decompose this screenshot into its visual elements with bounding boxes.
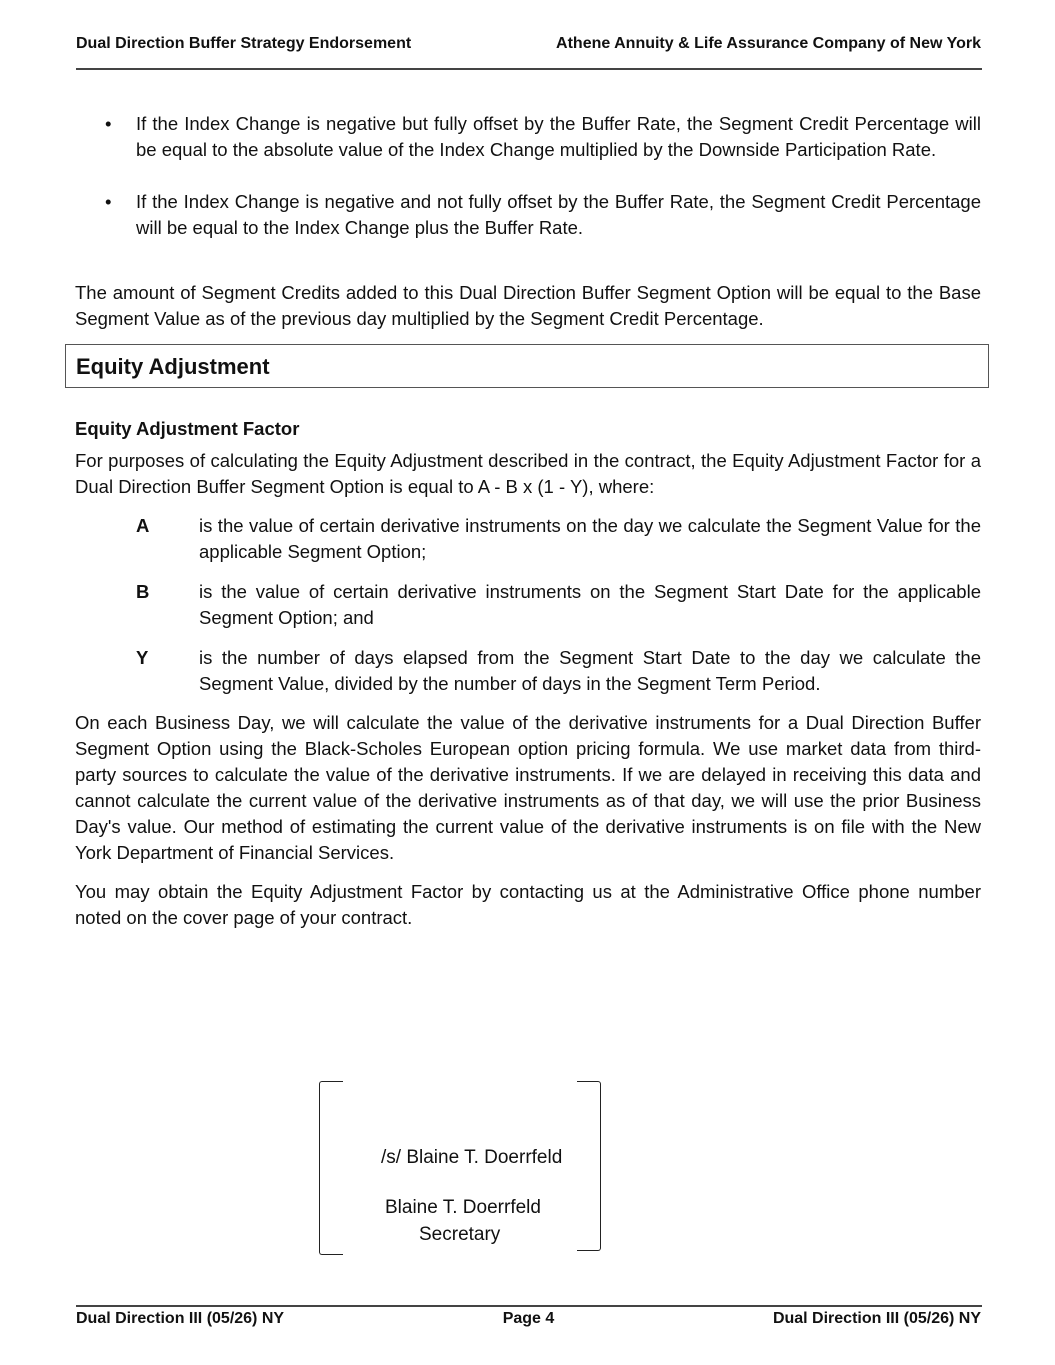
valuation-paragraph: On each Business Day, we will calculate the value of the derivative instruments for a Dual Direction Buffer Segment Option using the Black-Scholes European option pricing formula. We use market data from third-party sources to calculate the value of the derivative instruments. If we are delayed in receiving this data and cannot calculate the current value of the derivative instruments as of that day, we will use the prior Business Day's value. Our method of estimating the current value of the derivative instruments is on file with the New York Department of Financial Services.: [75, 712, 981, 863]
right-bracket-icon: [577, 1081, 601, 1251]
footer-form-number-right: Dual Direction III (05/26) NY: [772, 1310, 981, 1327]
definition-item: [136, 513, 981, 565]
footer-form-number-left: Dual Direction III (05/26) NY: [76, 1310, 285, 1327]
bullet-item: [75, 111, 981, 163]
signatory-name: Blaine T. Doerrfeld: [385, 1197, 541, 1218]
section-title: Equity Adjustment: [76, 354, 270, 379]
bullet-icon: •: [105, 113, 112, 134]
contact-paragraph: You may obtain the Equity Adjustment Factor by contacting us at the Administrative Office phone number noted on the cover page of your contract.: [75, 881, 981, 928]
segment-credits-paragraph: The amount of Segment Credits added to this Dual Direction Buffer Segment Option will be equal to the Base Segment Value as of the previous day multiplied by the Segment Credit Percentage.: [75, 282, 981, 329]
bullet-list: [75, 111, 981, 267]
formula-intro-paragraph: For purposes of calculating the Equity Adjustment described in the contract, the Equity Adjustment Factor for a Dual Direction Buffer Segment Option is equal to A - B x (1 - Y), where:: [75, 450, 981, 497]
bullet-text: If the Index Change is negative and not fully offset by the Buffer Rate, the Segment Credit Percentage will be equal to the Index Change plus the Buffer Rate.: [136, 191, 981, 238]
page-header: [76, 35, 981, 53]
subheading: Equity Adjustment Factor: [75, 418, 300, 439]
bullet-item: [75, 189, 981, 241]
page-footer: [76, 1310, 981, 1328]
definition-desc: is the number of days elapsed from the Segment Start Date to the day we calculate the Segment Value, divided by the number of days in the Segment Term Period.: [199, 647, 981, 694]
definition-desc: is the value of certain derivative instruments on the day we calculate the Segment Value for the applicable Segment Option;: [199, 515, 981, 562]
definition-list: [136, 513, 981, 711]
signature-block: [319, 1081, 601, 1257]
footer-divider: [76, 1305, 982, 1307]
bullet-text: If the Index Change is negative but fully offset by the Buffer Rate, the Segment Credit Percentage will be equal to the absolute value of the Index Change multiplied by the Downside Participation Rate.: [136, 113, 981, 160]
header-document-title: Dual Direction Buffer Strategy Endorsement: [76, 35, 412, 52]
header-divider: [76, 68, 982, 70]
bullet-icon: •: [105, 191, 112, 212]
footer-page-number: Page 4: [502, 1310, 555, 1327]
left-bracket-icon: [319, 1081, 343, 1255]
signature-line: /s/ Blaine T. Doerrfeld: [381, 1147, 563, 1168]
definition-item: [136, 645, 981, 697]
signatory-title: Secretary: [419, 1224, 501, 1245]
header-company-name: Athene Annuity & Life Assurance Company of New York: [556, 35, 981, 52]
definition-term: B: [136, 581, 150, 602]
definition-desc: is the value of certain derivative instruments on the Segment Start Date for the applicable Segment Option; and: [199, 581, 981, 628]
definition-item: [136, 579, 981, 631]
definition-term: Y: [136, 647, 149, 668]
definition-term: A: [136, 515, 150, 536]
section-header-box: [65, 344, 989, 388]
